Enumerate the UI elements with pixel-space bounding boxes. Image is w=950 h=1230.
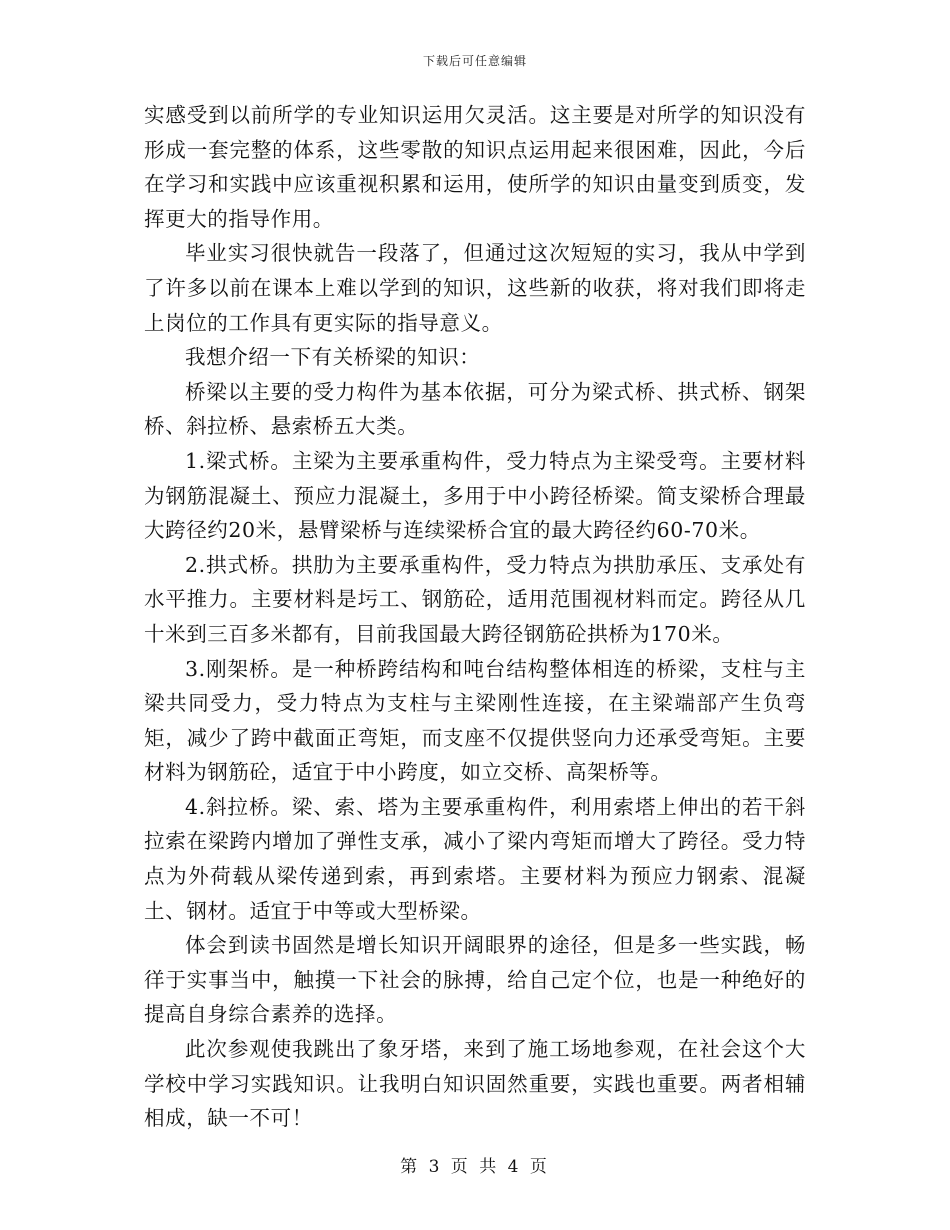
paragraph-arch-bridge: 2.拱式桥。拱肋为主要承重构件，受力特点为拱肋承压、支承处有水平推力。主要材料是圬工、钢筋砼，适用范围视材料而定。跨径从几十米到三百多米都有，目前我国最大跨径钢筋砼拱桥为170米。 xyxy=(144,552,806,646)
paragraph-bridge-categories: 桥梁以主要的受力构件为基本依据，可分为梁式桥、拱式桥、钢架桥、斜拉桥、悬索桥五大类。 xyxy=(144,379,806,439)
page-header: 下载后可任意编辑 xyxy=(422,54,527,68)
paragraph-rigid-frame-bridge: 3.刚架桥。是一种桥跨结构和吨台结构整体相连的桥梁，支柱与主梁共同受力，受力特点为支柱与主梁刚性连接，在主梁端部产生负弯矩，减少了跨中截面正弯矩，而支座不仅提供竖向力还承受弯矩。主要材料为钢筋砼，适宜于中小跨度，如立交桥、高架桥等。 xyxy=(144,656,806,785)
paragraph-beam-bridge: 1.梁式桥。主梁为主要承重构件，受力特点为主梁受弯。主要材料为钢筋混凝土、预应力混凝土，多用于中小跨径桥梁。简支梁桥合理最大跨径约20米，悬臂梁桥与连续梁桥合宜的最大跨径约60-70米。 xyxy=(144,448,806,543)
document-body xyxy=(144,98,806,1136)
paragraph-internship-summary: 毕业实习很快就告一段落了，但通过这次短短的实习，我从中学到了许多以前在课本上难以学到的知识，这些新的收获，将对我们即将走上岗位的工作具有更实际的指导意义。 xyxy=(144,241,806,335)
paragraph-bridge-intro: 我想介绍一下有关桥梁的知识： xyxy=(185,345,481,370)
paragraph-conclusion: 此次参观使我跳出了象牙塔，来到了施工场地参观，在社会这个大学校中学习实践知识。让我明白知识固然重要，实践也重要。两者相辅相成，缺一不可！ xyxy=(144,1037,806,1131)
page-number: 第 3 页 共 4 页 xyxy=(400,1157,550,1177)
paragraph-continued: 实感受到以前所学的专业知识运用欠灵活。这主要是对所学的知识没有形成一套完整的体系，这些零散的知识点运用起来很困难，因此，今后在学习和实践中应该重视积累和运用，使所学的知识由量变到质变，发挥更大的指导作用。 xyxy=(144,103,806,231)
paragraph-reflection: 体会到读书固然是增长知识开阔眼界的途径，但是多一些实践，畅徉于实事当中，触摸一下社会的脉搏，给自己定个位，也是一种绝好的提高自身综合素养的选择。 xyxy=(144,933,806,1027)
paragraph-cable-stayed-bridge: 4.斜拉桥。梁、索、塔为主要承重构件，利用索塔上伸出的若干斜拉索在梁跨内增加了弹性支承，减小了梁内弯矩而增大了跨径。受力特点为外荷载从梁传递到索，再到索塔。主要材料为预应力钢索、混凝土、钢材。适宜于中等或大型桥梁。 xyxy=(144,794,806,923)
